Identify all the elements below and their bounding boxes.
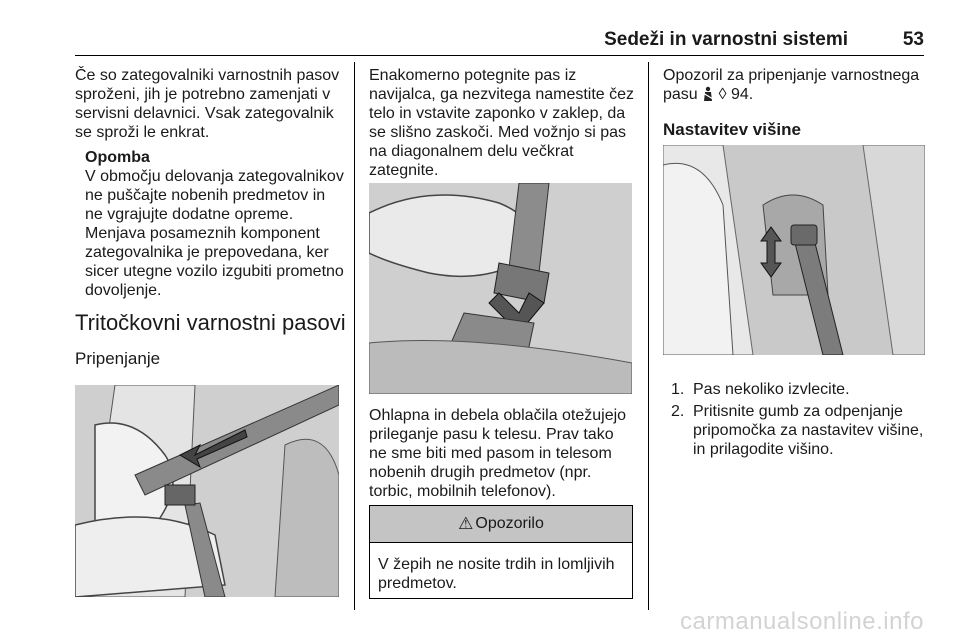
page-reference: 94. bbox=[730, 86, 754, 103]
figure-buckling-seatbelt bbox=[75, 385, 339, 597]
list-item bbox=[671, 380, 925, 399]
section-heading: Tritočkovni varnostni pasovi bbox=[75, 310, 346, 335]
note-block bbox=[85, 148, 347, 300]
list-item bbox=[671, 402, 925, 459]
intro-paragraph: Enakomerno potegnite pas iz navijalca, ga nezvitega namestite čez telo in vstavite zaponko v zaklep, da se slišno zaskoči. Med vožnjo si pas na diagonalnem delu večkrat zategnite. bbox=[369, 67, 635, 179]
header-rule bbox=[75, 55, 924, 56]
figure-height-adjustment bbox=[663, 145, 925, 355]
column-right bbox=[663, 66, 925, 139]
intro-text: Opozoril za pripenjanje varnostnega pasu bbox=[663, 67, 920, 103]
watermark: carmanualsonline.info bbox=[680, 608, 924, 635]
column-divider bbox=[354, 62, 355, 610]
warning-header bbox=[370, 506, 632, 543]
intro-paragraph bbox=[663, 66, 925, 107]
warning-title: Opozorilo bbox=[475, 515, 544, 532]
column-right-lower bbox=[663, 368, 925, 462]
intro-paragraph: Če so zategovalniki varnostnih pasov sproženi, jih je potrebno zamenjati v servisni delavnici. Vsak zategovalnik se sproži le enkrat. bbox=[75, 67, 340, 141]
figure-buckle-insertion bbox=[369, 183, 632, 394]
step-text: Pas nekoliko izvlecite. bbox=[693, 381, 850, 398]
note-text: V območju delovanja zategovalnikov ne puščajte nobenih predmetov in ne vgrajujte dodatne opreme. Menjava posameznih komponent zategovalnika je prepovedana, ker sicer utegne vozilo izgubiti prometno dovoljenje. bbox=[85, 168, 344, 299]
section-heading: Nastavitev višine bbox=[663, 120, 801, 139]
warning-icon: ⚠ bbox=[458, 514, 474, 533]
column-left bbox=[75, 66, 347, 368]
page-number: 53 bbox=[902, 29, 924, 50]
step-number: 2. bbox=[671, 403, 685, 420]
column-middle bbox=[369, 66, 635, 180]
note-title: Opomba bbox=[85, 149, 150, 166]
reference-icon: ◊ bbox=[718, 86, 727, 103]
warning-text: V žepih ne nosite trdih in lomljivih predmetov. bbox=[378, 556, 615, 592]
seatbelt-icon bbox=[702, 86, 714, 107]
subsection-heading: Pripenjanje bbox=[75, 349, 161, 368]
body-paragraph: Ohlapna in debela oblačila otežujejo prileganje pasu k telesu. Prav tako ne sme biti med pasom in telesom nobenih drugih predmetov (npr. torbic, mobilnih telefonov). bbox=[369, 407, 627, 500]
warning-box bbox=[369, 505, 633, 599]
steps-list bbox=[671, 380, 925, 459]
step-number: 1. bbox=[671, 381, 685, 398]
column-divider bbox=[648, 62, 649, 610]
header-title: Sedeži in varnostni sistemi bbox=[604, 29, 848, 50]
step-text: Pritisnite gumb za odpenjanje pripomočka za nastavitev višine, in prilagodite višino. bbox=[693, 403, 924, 458]
column-middle-lower bbox=[369, 406, 635, 501]
